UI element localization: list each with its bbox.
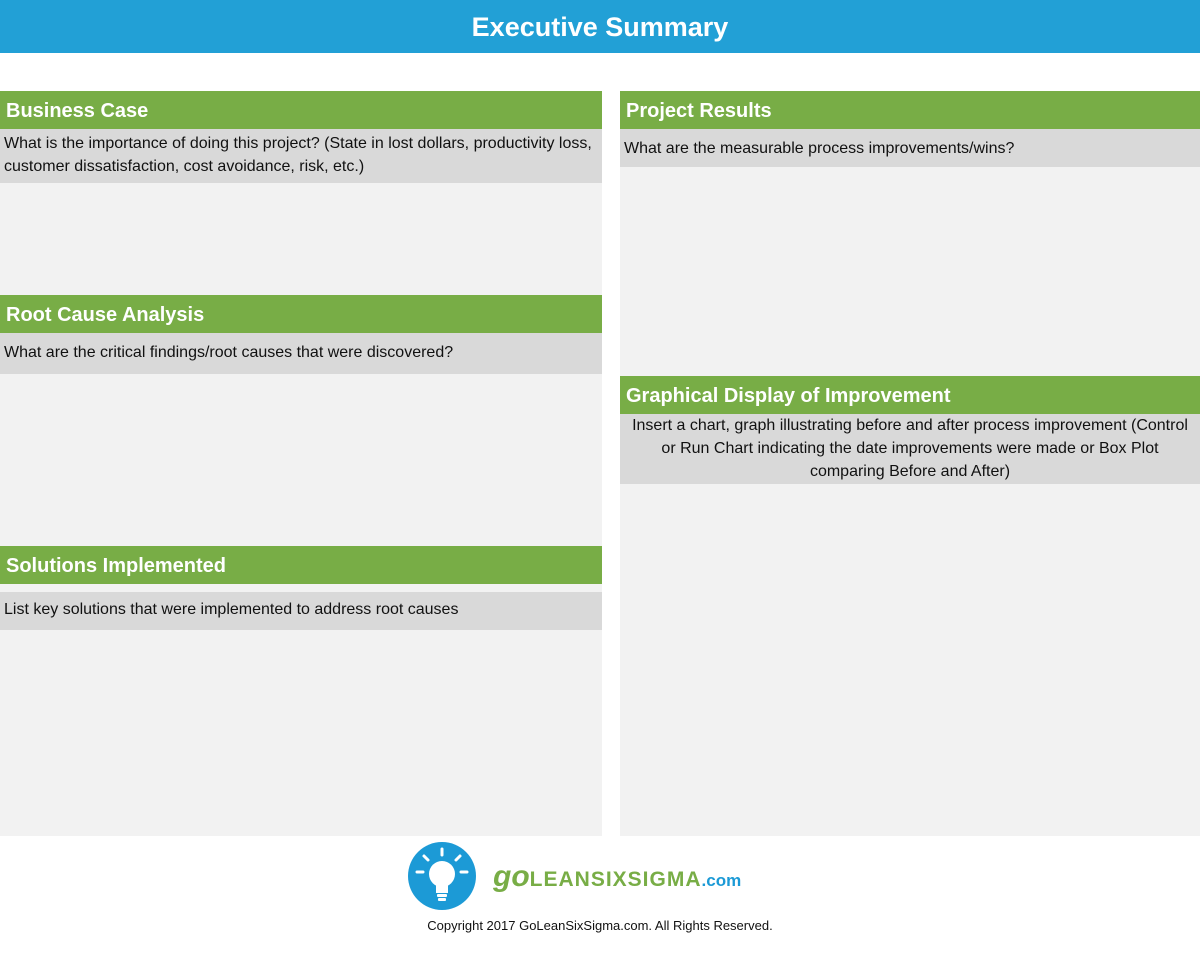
solutions-panel bbox=[0, 546, 602, 836]
project-results-prompt: What are the measurable process improvements/wins? bbox=[620, 129, 1200, 167]
logo-wordmark: goLEANSIXSIGMA.com bbox=[493, 860, 742, 893]
root-cause-title: Root Cause Analysis bbox=[0, 295, 602, 333]
business-case-prompt: What is the importance of doing this project? (State in lost dollars, productivity loss, customer dissatisfaction, cost avoidance, risk, etc.) bbox=[0, 129, 602, 183]
project-results-panel bbox=[620, 91, 1200, 376]
graphical-display-title: Graphical Display of Improvement bbox=[620, 376, 1200, 414]
copyright-text: Copyright 2017 GoLeanSixSigma.com. All Rights Reserved. bbox=[427, 918, 773, 933]
root-cause-prompt: What are the critical findings/root causes that were discovered? bbox=[0, 333, 602, 374]
graphical-display-prompt: Insert a chart, graph illustrating before and after process improvement (Control or Run Chart indicating the date improvements were made or Box Plot comparing Before and After) bbox=[620, 414, 1200, 484]
lightbulb-icon bbox=[408, 842, 476, 910]
goleansixsigma-logo bbox=[408, 842, 808, 912]
business-case-title: Business Case bbox=[0, 91, 602, 129]
solutions-title: Solutions Implemented bbox=[0, 546, 602, 584]
root-cause-panel bbox=[0, 295, 602, 546]
page-title: Executive Summary bbox=[0, 0, 1200, 53]
solutions-prompt: List key solutions that were implemented to address root causes bbox=[0, 592, 602, 630]
graphical-display-panel bbox=[620, 376, 1200, 836]
business-case-panel bbox=[0, 91, 602, 295]
project-results-title: Project Results bbox=[620, 91, 1200, 129]
